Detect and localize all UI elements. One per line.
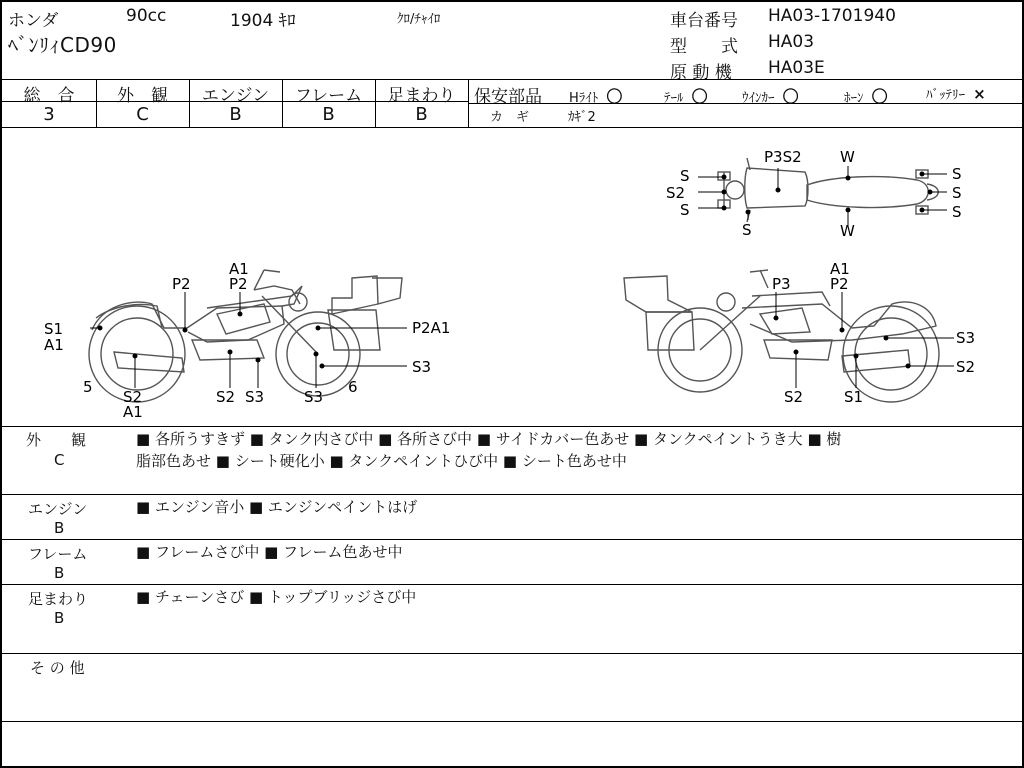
type-value: HA03: [768, 32, 815, 52]
mark-top-s2: S2: [666, 184, 686, 202]
engine-label: 原 動 機: [670, 63, 732, 83]
divider: [468, 79, 469, 127]
color: ｸﾛ/ﾁｬｲﾛ: [397, 12, 441, 27]
safety-item-name: Hﾗｲﾄ: [569, 91, 599, 106]
section-grade-frame: B: [54, 564, 65, 582]
divider: [2, 653, 1024, 654]
safety-item-status: 〇: [782, 87, 799, 106]
safety-item-status: 〇: [606, 87, 623, 106]
mark-left-a1: A1: [229, 260, 249, 278]
mark-top-s1: S: [680, 167, 690, 185]
safety-item-status: ×: [973, 85, 986, 103]
section-line-exterior-2: 脂部色あせ ■ シート硬化小 ■ タンクペイントひび中 ■ シート色あせ中: [136, 452, 627, 470]
section-title-suspension: 足まわり: [28, 590, 89, 608]
mark-top-s6: S: [952, 184, 962, 202]
safety-item-tail: [664, 84, 708, 107]
mark-right-p2: P2: [830, 275, 849, 293]
displacement: 90cc: [126, 6, 167, 26]
mileage: 1904 ｷﾛ: [230, 11, 296, 31]
safety-item-name: ﾎｰﾝ: [844, 91, 864, 106]
section-title-engine: エンジン: [28, 500, 88, 518]
section-line-exterior-1: ■ 各所うすきず ■ タンク内さび中 ■ 各所さび中 ■ サイドカバー色あせ ■ タンクペイントうき大 ■ 樹: [136, 430, 842, 448]
section-grade-engine: B: [54, 519, 65, 537]
mark-right-s2b: S2: [784, 388, 804, 406]
divider: [2, 494, 1024, 495]
divider: [2, 721, 1024, 722]
mark-top-w2: W: [840, 222, 855, 240]
mark-right-s3: S3: [956, 329, 976, 347]
safety-item-name: ｳｲﾝｶｰ: [742, 91, 775, 106]
mark-left-p2a1: P2A1: [412, 319, 451, 337]
top-view-outline: [718, 158, 938, 222]
mark-left-s3b: S3: [245, 388, 265, 406]
score-value-suspension: B: [415, 104, 428, 125]
mark-left-s3c: S3: [304, 388, 324, 406]
score-value-exterior: C: [136, 104, 149, 125]
mark-left-s1: S1: [44, 320, 64, 338]
divider: [2, 539, 1024, 540]
maker: ホンダ: [8, 11, 59, 31]
safety-item-horn: [844, 84, 888, 107]
safety-item-status: 〇: [691, 87, 708, 106]
mark-right-p3: P3: [772, 275, 791, 293]
section-title-exterior: 外 観: [26, 431, 87, 449]
divider: [2, 426, 1024, 427]
mark-left-s3: S3: [412, 358, 432, 376]
chassis-value: HA03-1701940: [768, 6, 896, 26]
engine-value: HA03E: [768, 58, 825, 78]
mark-left-s2b: S2: [216, 388, 236, 406]
section-line-frame-1: ■ フレームさび中 ■ フレーム色あせ中: [136, 543, 403, 561]
safety-item-status: 〇: [871, 87, 888, 106]
chassis-label: 車台番号: [670, 11, 738, 31]
key-label: カ ギ: [490, 110, 530, 125]
section-grade-suspension: B: [54, 609, 65, 627]
section-line-engine-1: ■ エンジン音小 ■ エンジンペイントはげ: [136, 498, 418, 516]
mark-top-s5: S: [952, 165, 962, 183]
mark-top-s3: S: [680, 201, 690, 219]
mark-top-s4: S: [742, 221, 752, 239]
mark-left-6: 6: [348, 378, 358, 396]
safety-item-battery: [926, 84, 986, 103]
safety-item-winker: [742, 84, 799, 107]
mark-right-s1: S1: [844, 388, 864, 406]
section-line-suspension-1: ■ チェーンさび ■ トップブリッジさび中: [136, 588, 417, 606]
divider: [2, 79, 1024, 80]
mark-top-p3s2: P3S2: [764, 148, 802, 166]
model-name: ﾍﾞﾝﾘｨCD90: [8, 33, 117, 57]
mark-right-a1: A1: [830, 260, 850, 278]
safety-label: 保安部品: [474, 87, 542, 107]
section-title-other: そ の 他: [30, 659, 85, 677]
mark-left-s2: S2: [123, 388, 143, 406]
key-value: ｶｷﾞ2: [568, 110, 596, 125]
score-value-engine: B: [229, 104, 242, 125]
score-label-frame: フレーム: [294, 86, 363, 106]
mark-top-w1: W: [840, 148, 855, 166]
mark-top-s7: S: [952, 203, 962, 221]
divider: [2, 584, 1024, 585]
score-label-suspension: 足まわり: [387, 86, 456, 106]
section-title-frame: フレーム: [28, 545, 88, 563]
mark-left-5: 5: [83, 378, 93, 396]
section-grade-exterior: C: [54, 451, 65, 469]
mark-right-s2: S2: [956, 358, 976, 376]
safety-item-headlight: [569, 84, 622, 107]
safety-item-name: ﾊﾞｯﾃﾘｰ: [926, 88, 965, 103]
type-label: 型 式: [670, 37, 738, 57]
score-label-exterior: 外 観: [117, 86, 168, 106]
score-label-total: 総 合: [23, 86, 75, 106]
mark-left-p2b: P2: [229, 275, 248, 293]
safety-item-name: ﾃｰﾙ: [664, 91, 684, 106]
score-value-total: 3: [43, 104, 55, 125]
mark-left-a1b: A1: [44, 336, 64, 354]
mark-left-a1c: A1: [123, 403, 143, 421]
score-value-frame: B: [322, 104, 335, 125]
mark-left-p2: P2: [172, 275, 191, 293]
score-label-engine: エンジン: [201, 86, 270, 106]
motorcycle-damage-diagram: [2, 128, 1024, 426]
